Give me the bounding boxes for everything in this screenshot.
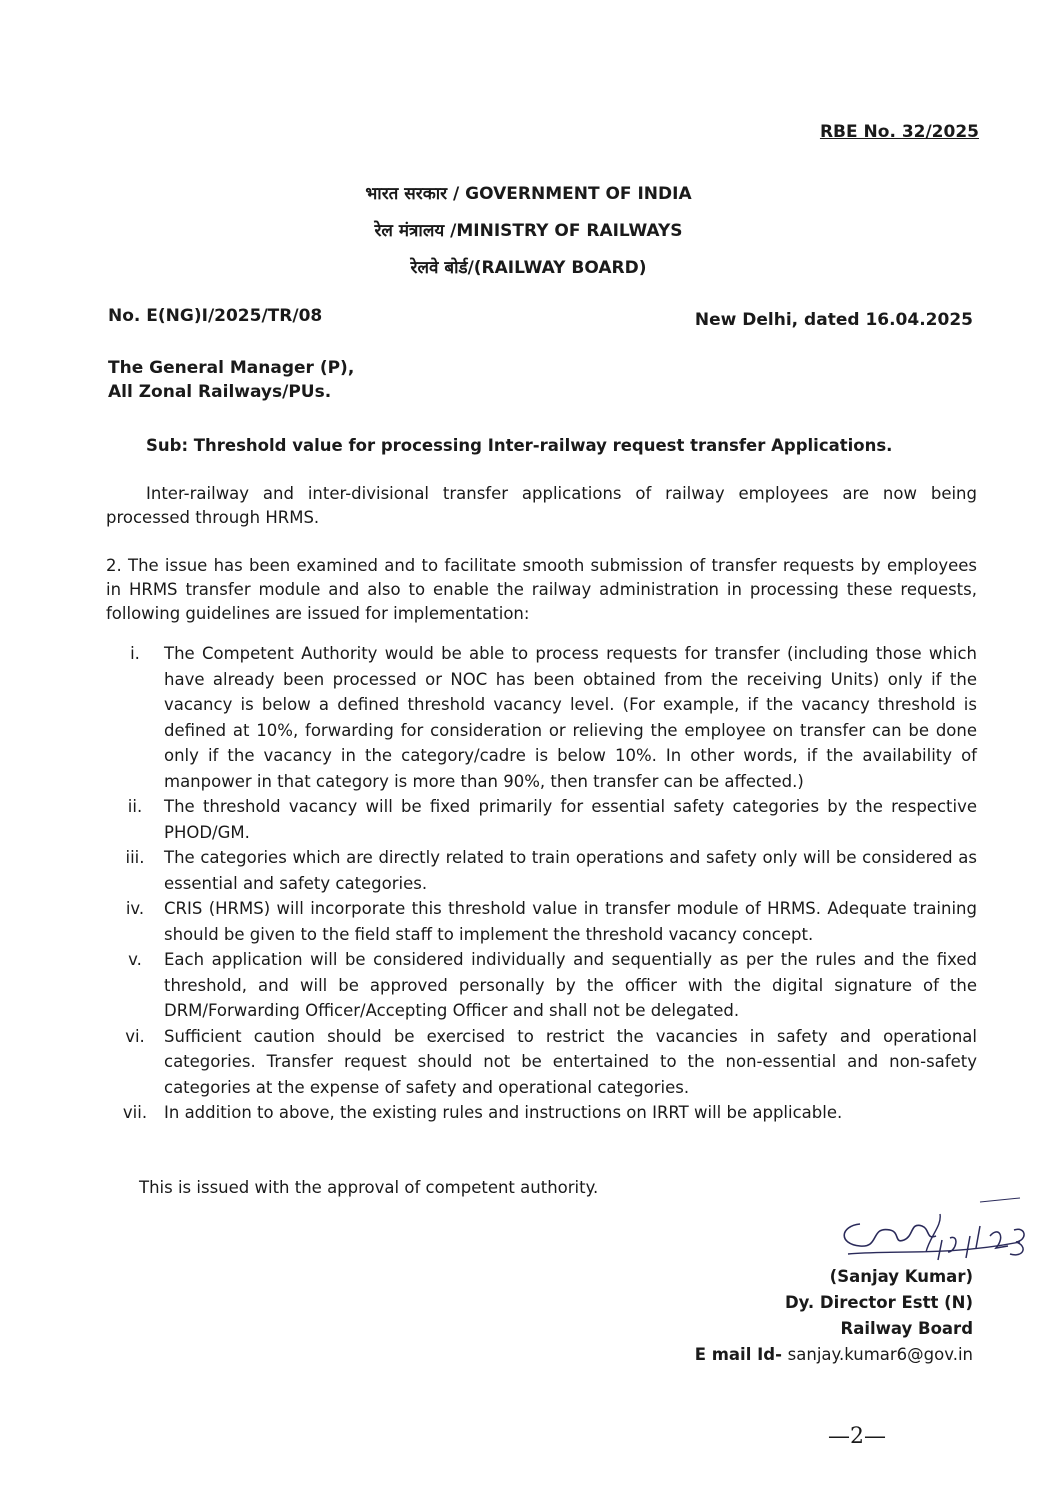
guideline-item	[106, 896, 977, 947]
guideline-item	[106, 947, 977, 1024]
guideline-text: CRIS (HRMS) will incorporate this threshold value in transfer module of HRMS. Adequate training should be given to the field staff to implement the threshold vacancy concept.	[164, 899, 977, 944]
guideline-item	[106, 1100, 977, 1126]
addressee	[108, 356, 354, 404]
signature-block	[695, 1264, 973, 1368]
guideline-number: iii.	[125, 848, 145, 867]
letterhead-board: रेलवे बोर्ड/(RAILWAY BOARD)	[410, 258, 647, 278]
paragraph-1	[106, 482, 977, 530]
guideline-text: Each application will be considered individually and sequentially as per the rules and the fixed threshold, and will be approved personally by the officer with the digital signature of the DRM/Forwarding Officer/Accepting Officer and shall not be delegated.	[164, 950, 977, 1020]
page-number-marker: —2—	[828, 1424, 886, 1449]
guideline-text: Sufficient caution should be exercised to restrict the vacancies in safety and operational categories. Transfer request should not be entertained to the non-essential and non-safety categories at the expense of safety and operational categories.	[164, 1026, 977, 1097]
rbe-reference: RBE No. 32/2025	[819, 122, 979, 142]
paragraph-1-text: Inter-railway and inter-divisional transfer applications of railway employees are now being processed through HRMS.	[106, 484, 977, 527]
subject-line: Sub: Threshold value for processing Inter-railway request transfer Applications.	[146, 436, 893, 455]
signatory-designation: Dy. Director Estt (N)	[784, 1293, 973, 1312]
email-label: E mail Id-	[694, 1345, 782, 1364]
signatory-email-line	[695, 1342, 973, 1368]
place-and-date: New Delhi, dated 16.04.2025	[694, 310, 973, 330]
guideline-text: The threshold vacancy will be fixed primarily for essential safety categories by the respective PHOD/GM.	[164, 797, 977, 842]
guideline-number: vii.	[122, 1103, 148, 1122]
letterhead-ministry: रेल मंत्रालय /MINISTRY OF RAILWAYS	[374, 221, 683, 241]
guideline-item	[106, 641, 977, 794]
guideline-number: i.	[130, 644, 140, 663]
closing-line: This is issued with the approval of competent authority.	[139, 1178, 599, 1197]
email-address[interactable]: sanjay.kumar6@gov.in	[787, 1345, 973, 1364]
paragraph-2: 2. The issue has been examined and to facilitate smooth submission of transfer requests by employees in HRMS transfer module and also to enable the railway administration in processing these requests, following guidelines are issued for implementation:	[106, 556, 977, 623]
guideline-number: v.	[128, 950, 142, 969]
signatory-name: (Sanjay Kumar)	[829, 1267, 973, 1286]
letterhead	[0, 176, 1057, 287]
letterhead-government: भारत सरकार / GOVERNMENT OF INDIA	[365, 184, 692, 204]
guideline-number: iv.	[125, 899, 145, 918]
addressee-line-2: All Zonal Railways/PUs.	[108, 382, 332, 402]
guideline-text: The Competent Authority would be able to process requests for transfer (including those which have already been processed or NOC has been obtained from the receiving Units) only if the vacancy is below a defined threshold vacancy level. (For example, if the vacancy threshold is defined at 10%, forwarding for consideration or relieving the employee on transfer can be done only if the vacancy in the category/cadre is below 10%. In other words, if the availability of manpower in that category is more than 90%, then transfer can be affected.)	[164, 644, 977, 791]
guideline-item	[106, 845, 977, 896]
file-number: No. E(NG)I/2025/TR/08	[108, 306, 323, 326]
addressee-line-1: The General Manager (P),	[108, 358, 355, 378]
signatory-office: Railway Board	[840, 1319, 973, 1338]
guideline-number: ii.	[127, 797, 143, 816]
guideline-text: In addition to above, the existing rules and instructions on IRRT will be applicable.	[164, 1103, 843, 1122]
guideline-item	[106, 1024, 977, 1101]
guideline-text: The categories which are directly related to train operations and safety only will be considered as essential and safety categories.	[164, 848, 977, 893]
guideline-number: vi.	[125, 1026, 145, 1046]
guideline-item	[106, 794, 977, 845]
guidelines-list	[106, 641, 977, 1126]
